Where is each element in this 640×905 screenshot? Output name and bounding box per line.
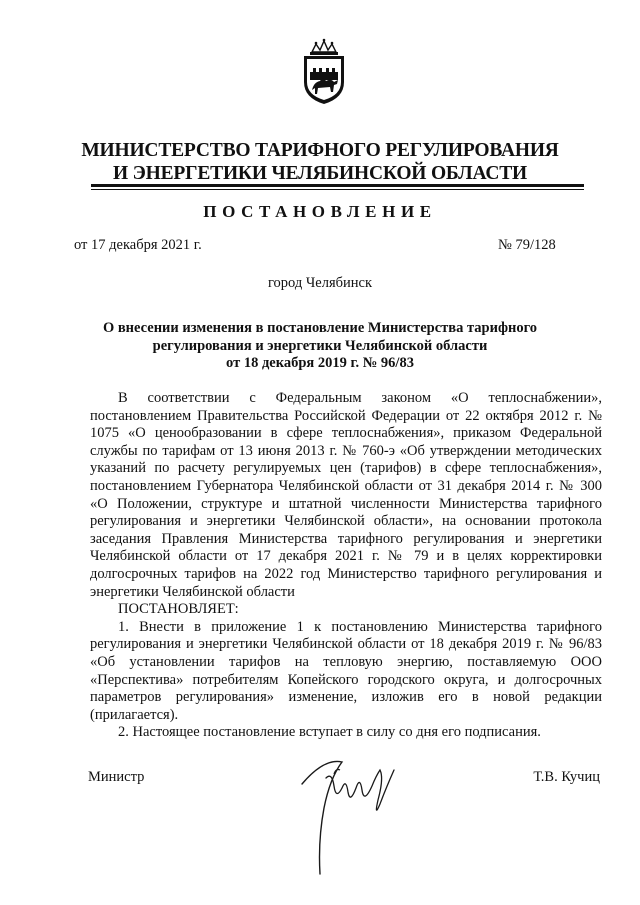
document-date: от 17 декабря 2021 г. — [74, 237, 202, 253]
signer-position: Министр — [88, 769, 145, 785]
header-rule-thick — [91, 184, 584, 187]
organization-title-line2: И ЭНЕРГЕТИКИ ЧЕЛЯБИНСКОЙ ОБЛАСТИ — [112, 163, 528, 184]
signature-block — [88, 766, 608, 896]
item-2-paragraph: 2. Настоящее постановление вступает в силу со дня его подписания. — [118, 724, 541, 741]
document-type-heading: ПОСТАНОВЛЕНИЕ — [203, 202, 437, 221]
document-body — [90, 390, 602, 742]
document-subject — [100, 320, 540, 373]
document-city: город Челябинск — [267, 275, 373, 291]
item-1-paragraph: 1. Внести в приложение 1 к постановлению Министерства тарифного регулирования и энергетики Челябинской области от 18 декабря 2019 г. № 96/83 «Об установлении тарифов на тепловую энергию, поставляемую ООО «Перспектива» потребителям Копейского городского округа, и долгосрочных параметров регулирования» изменение, изложив его в новой редакции (прилагается). — [90, 618, 602, 723]
organization-title-line1: МИНИСТЕРСТВО ТАРИФНОГО РЕГУЛИРОВАНИЯ — [81, 140, 559, 161]
preamble-paragraph: В соответствии с Федеральным законом «О теплоснабжении», постановлением Правительства Российской Федерации от 22 октября 2012 г. № 1075 «О ценообразовании в сфере теплоснабжения», приказом Федеральной службы по тарифам от 13 июня 2013 г. № 760-э «Об утверждении методических указаний по расчету регулируемых цен (тарифов) в сфере теплоснабжения», постановлением Губернатора Челябинской области от 31 декабря 2014 г. № 300 «О Положении, структуре и штатной численности Министерства тарифного регулирования и энергетики Челябинской области», на основании протокола заседания Правления Министерства тарифного регулирования и энергетики Челябинской области от 17 декабря 2021 г. № 79 и в целях корректировки долгосрочных тарифов на 2022 год Министерство тарифного регулирования и энергетики Челябинской области — [90, 390, 602, 600]
subject-line3: от 18 декабря 2019 г. № 96/83 — [226, 355, 414, 372]
handwritten-signature — [284, 748, 414, 880]
signer-name: Т.В. Кучиц — [533, 769, 600, 785]
subject-line2: регулирования и энергетики Челябинской области — [152, 337, 488, 354]
document-number: № 79/128 — [498, 237, 556, 253]
subject-line1: О внесении изменения в постановление Министерства тарифного — [102, 320, 538, 336]
coat-of-arms-icon — [298, 38, 350, 106]
resolves-heading: ПОСТАНОВЛЯЕТ: — [118, 601, 239, 618]
organization-title — [0, 139, 640, 185]
header-rule-thin — [91, 189, 584, 190]
